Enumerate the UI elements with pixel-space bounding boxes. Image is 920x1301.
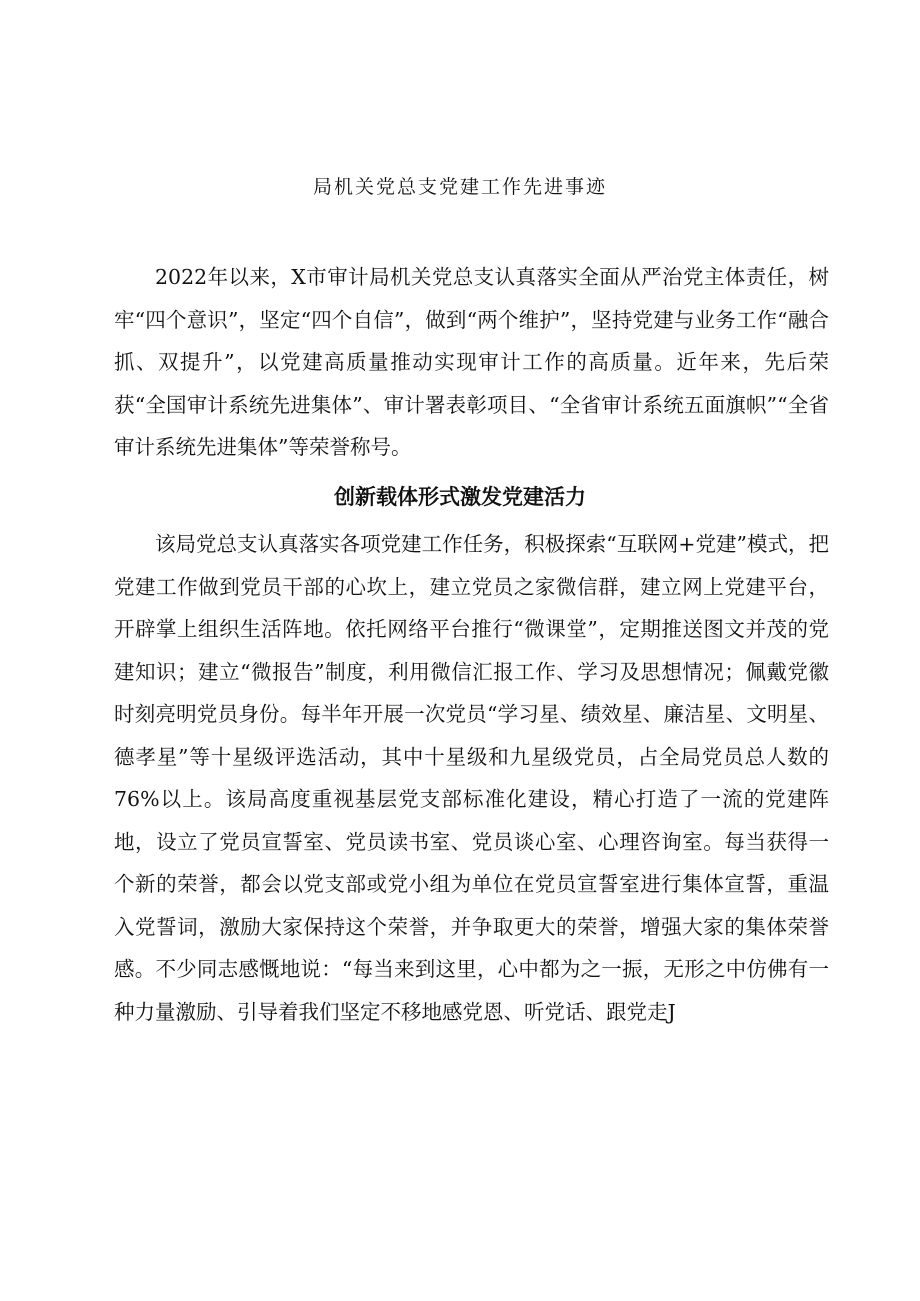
intro-paragraph: 2022年以来，X市审计局机关党总支认真落实全面从严治党主体责任，树牢“四个意识”，坚定“四个自信”，做到“两个维护”，坚持党建与业务工作“融合抓、双提升”，以党建高质量推动实现审计工作的高质量。近年来，先后荣获“全国审计系统先进集体”、审计署表彰项目、“全省审计系统五面旗帜”“全省审计系统先进集体”等荣誉称号。 [114, 265, 829, 459]
document-title: 局机关党总支党建工作先进事迹 [312, 176, 607, 198]
body-paragraph: 该局党总支认真落实各项党建工作任务，积极探索“互联网+党建”模式，把党建工作做到党员干部的心坎上，建立党员之家微信群，建立网上党建平台，开辟掌上组织生活阵地。依托网络平台推行“微课堂”，定期推送图文并茂的党建知识；建立“微报告”制度，利用微信汇报工作、学习及思想情况；佩戴党徽时刻亮明党员身份。每半年开展一次党员“学习星、绩效星、廉洁星、文明星、德孝星”等十星级评选活动，其中十星级和九星级党员，占全局党员总人数的76%以上。该局高度重视基层党支部标准化建设，精心打造了一流的党建阵地，设立了党员宣誓室、党员读书室、党员谈心室、心理咨询室。每当获得一个新的荣誉，都会以党支部或党小组为单位在党员宣誓室进行集体宣誓，重温入党誓词，激励大家保持这个荣誉，并争取更大的荣誉，增强大家的集体荣誉感。不少同志感慨地说：“每当来到这里，心中都为之一振，无形之中仿佛有一种力量激励、引导着我们坚定不移地感党恩、听党话、跟党走J [114, 532, 829, 1024]
section-heading: 创新载体形式激发党建活力 [334, 485, 586, 509]
